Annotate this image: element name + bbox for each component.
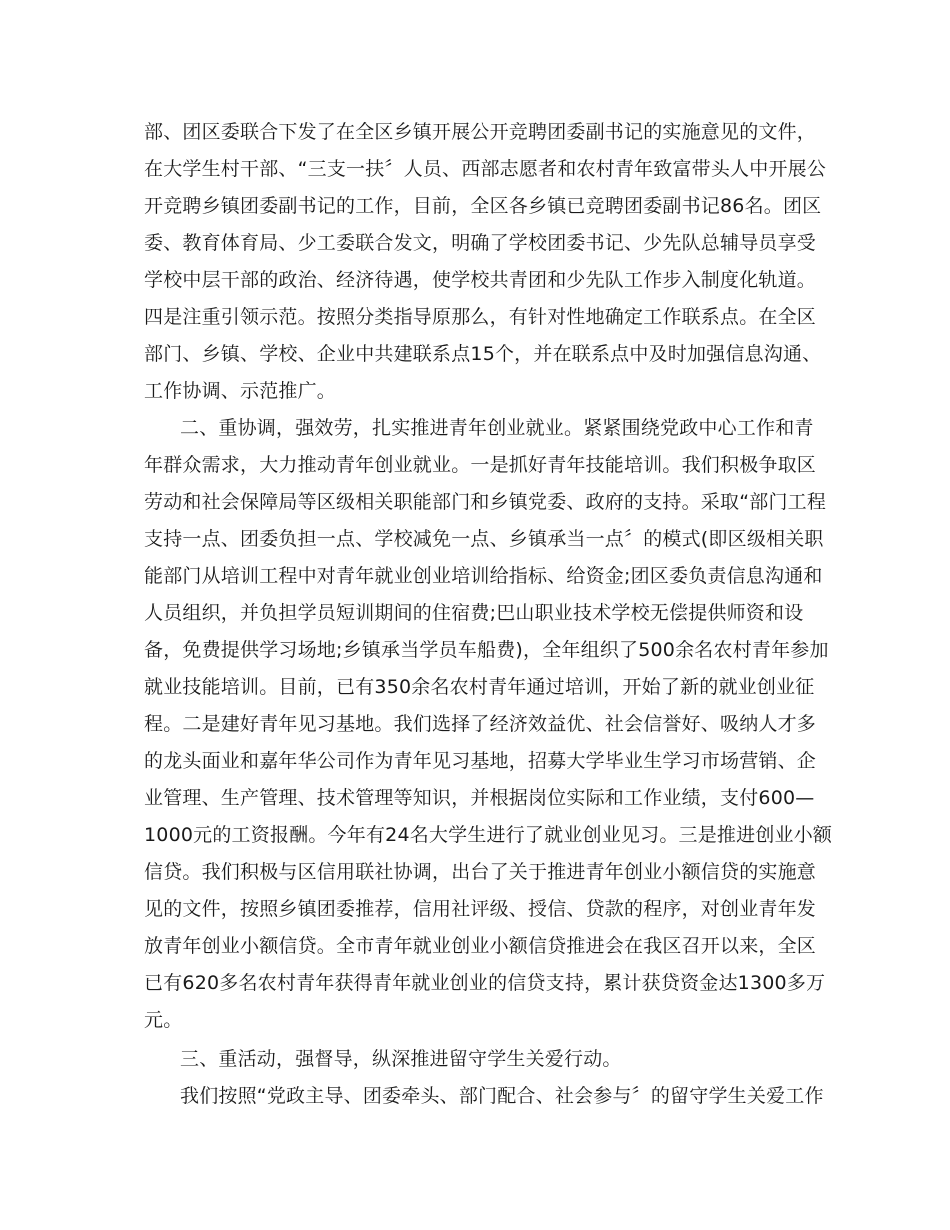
text-line: 的龙头面业和嘉年华公司作为青年见习基地，招募大学毕业生学习市场营销、企	[144, 750, 817, 772]
text-line: 备，免费提供学习场地;乡镇承当学员车船费)，全年组织了500余名农村青年参加	[144, 639, 829, 661]
text-line: 就业技能培训。目前，已有350余名农村青年通过培训，开始了新的就业创业征	[144, 676, 815, 698]
text-line: 学校中层干部的政治、经济待遇，使学校共青团和少先队工作步入制度化轨道。	[144, 269, 817, 291]
text-line: 四是注重引领示范。按照分类指导原那么，有针对性地确定工作联系点。在全区	[144, 306, 817, 328]
text-line: 信贷。我们积极与区信用联社协调，出台了关于推进青年创业小额信贷的实施意	[144, 861, 817, 883]
text-line: 1000元的工资报酬。今年有24名大学生进行了就业创业见习。三是推进创业小额	[144, 824, 833, 846]
text-line: 能部门从培训工程中对青年就业创业培训给指标、给资金;团区委负责信息沟通和	[144, 565, 823, 587]
text-line: 见的文件，按照乡镇团委推荐，信用社评级、授信、贷款的程序，对创业青年发	[144, 898, 817, 920]
text-line: 部门、乡镇、学校、企业中共建联系点15个，并在联系点中及时加强信息沟通、	[144, 343, 822, 365]
text-line: 在大学生村干部、“三支一扶〞人员、西部志愿者和农村青年致富带头人中开展公	[144, 158, 827, 180]
text-line: 元。	[144, 1009, 183, 1031]
text-line: 工作协调、示范推广。	[144, 380, 337, 402]
text-line: 支持一点、团委负担一点、学校减免一点、乡镇承当一点〞的模式(即区级相关职	[144, 528, 824, 550]
text-line: 业管理、生产管理、技术管理等知识，并根据岗位实际和工作业绩，支付600—	[144, 787, 815, 809]
paragraph-start-line: 二、重协调，强效劳，扎实推进青年创业就业。紧紧围绕党政中心工作和青	[180, 417, 814, 439]
paragraph-start-line: 我们按照“党政主导、团委牵头、部门配合、社会参与〞的留守学生关爱工作	[180, 1085, 824, 1107]
text-line: 年群众需求，大力推动青年创业就业。一是抓好青年技能培训。我们积极争取区	[144, 454, 817, 476]
text-line: 程。二是建好青年见习基地。我们选择了经济效益优、社会信誉好、吸纳人才多	[144, 713, 817, 735]
text-line: 部、团区委联合下发了在全区乡镇开展公开竞聘团委副书记的实施意见的文件，	[144, 121, 817, 143]
text-line: 开竞聘乡镇团委副书记的工作，目前，全区各乡镇已竞聘团委副书记86名。团区	[144, 195, 822, 217]
section-heading: 三、重活动，强督导，纵深推进留守学生关爱行动。	[180, 1048, 622, 1070]
text-line: 放青年创业小额信贷。全市青年就业创业小额信贷推进会在我区召开以来，全区	[144, 935, 817, 957]
text-line: 劳动和社会保障局等区级相关职能部门和乡镇党委、政府的支持。采取“部门工程	[144, 491, 827, 513]
text-line: 人员组织，并负担学员短训期间的住宿费;巴山职业技术学校无偿提供师资和设	[144, 602, 804, 624]
text-line: 委、教育体育局、少工委联合发文，明确了学校团委书记、少先队总辅导员享受	[144, 232, 817, 254]
text-line: 已有620多名农村青年获得青年就业创业的信贷支持，累计获贷资金达1300多万	[144, 972, 826, 994]
